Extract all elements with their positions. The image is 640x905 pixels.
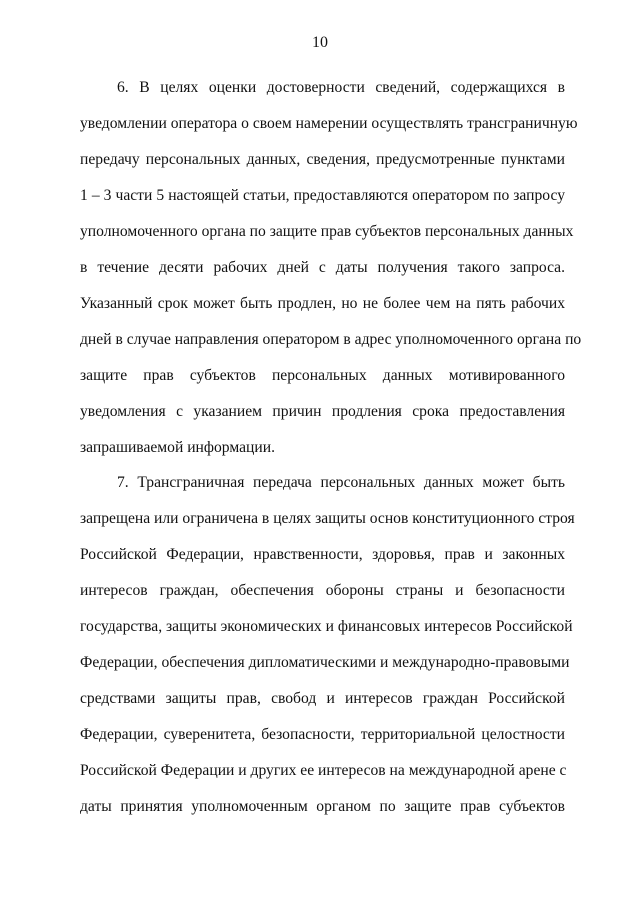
- paragraph-6-line: уведомления с указанием причин продления срока предоставления: [80, 403, 565, 420]
- paragraph-7-line: интересов граждан, обеспечения обороны страны и безопасности: [80, 582, 565, 599]
- paragraph-7-line: государства, защиты экономических и финансовых интересов Российской: [80, 618, 573, 635]
- paragraph-6-line: запрашиваемой информации.: [80, 439, 275, 456]
- paragraph-7-line: Российской Федерации и других ее интересов на международной арене с: [80, 762, 567, 779]
- paragraph-6-line: уполномоченного органа по защите прав субъектов персональных данных: [80, 223, 574, 240]
- page-number: 10: [312, 34, 328, 51]
- paragraph-6-line: защите прав субъектов персональных данных мотивированного: [80, 367, 565, 384]
- paragraph-6-line: уведомлении оператора о своем намерении осуществлять трансграничную: [80, 115, 578, 132]
- paragraph-7-line: даты принятия уполномоченным органом по защите прав субъектов: [80, 798, 565, 815]
- paragraph-7-line: 7. Трансграничная передача персональных данных может быть: [117, 474, 565, 491]
- paragraph-6-line: 1 – 3 части 5 настоящей статьи, предоставляются оператором по запросу: [80, 187, 565, 204]
- paragraph-6-line: в течение десяти рабочих дней с даты получения такого запроса.: [80, 259, 565, 276]
- paragraph-6-line: 6. В целях оценки достоверности сведений, содержащихся в: [117, 79, 565, 96]
- paragraph-7-line: Федерации, суверенитета, безопасности, территориальной целостности: [80, 726, 565, 743]
- paragraph-6-line: передачу персональных данных, сведения, предусмотренные пунктами: [80, 151, 565, 168]
- paragraph-7-line: Российской Федерации, нравственности, здоровья, прав и законных: [80, 546, 565, 563]
- paragraph-6-line: дней в случае направления оператором в адрес уполномоченного органа по: [80, 331, 582, 348]
- paragraph-7-line: средствами защиты прав, свобод и интересов граждан Российской: [80, 690, 565, 707]
- paragraph-7-line: запрещена или ограничена в целях защиты основ конституционного строя: [80, 510, 575, 527]
- paragraph-6-line: Указанный срок может быть продлен, но не более чем на пять рабочих: [80, 295, 565, 312]
- paragraph-7-line: Федерации, обеспечения дипломатическими и международно-правовыми: [80, 654, 570, 671]
